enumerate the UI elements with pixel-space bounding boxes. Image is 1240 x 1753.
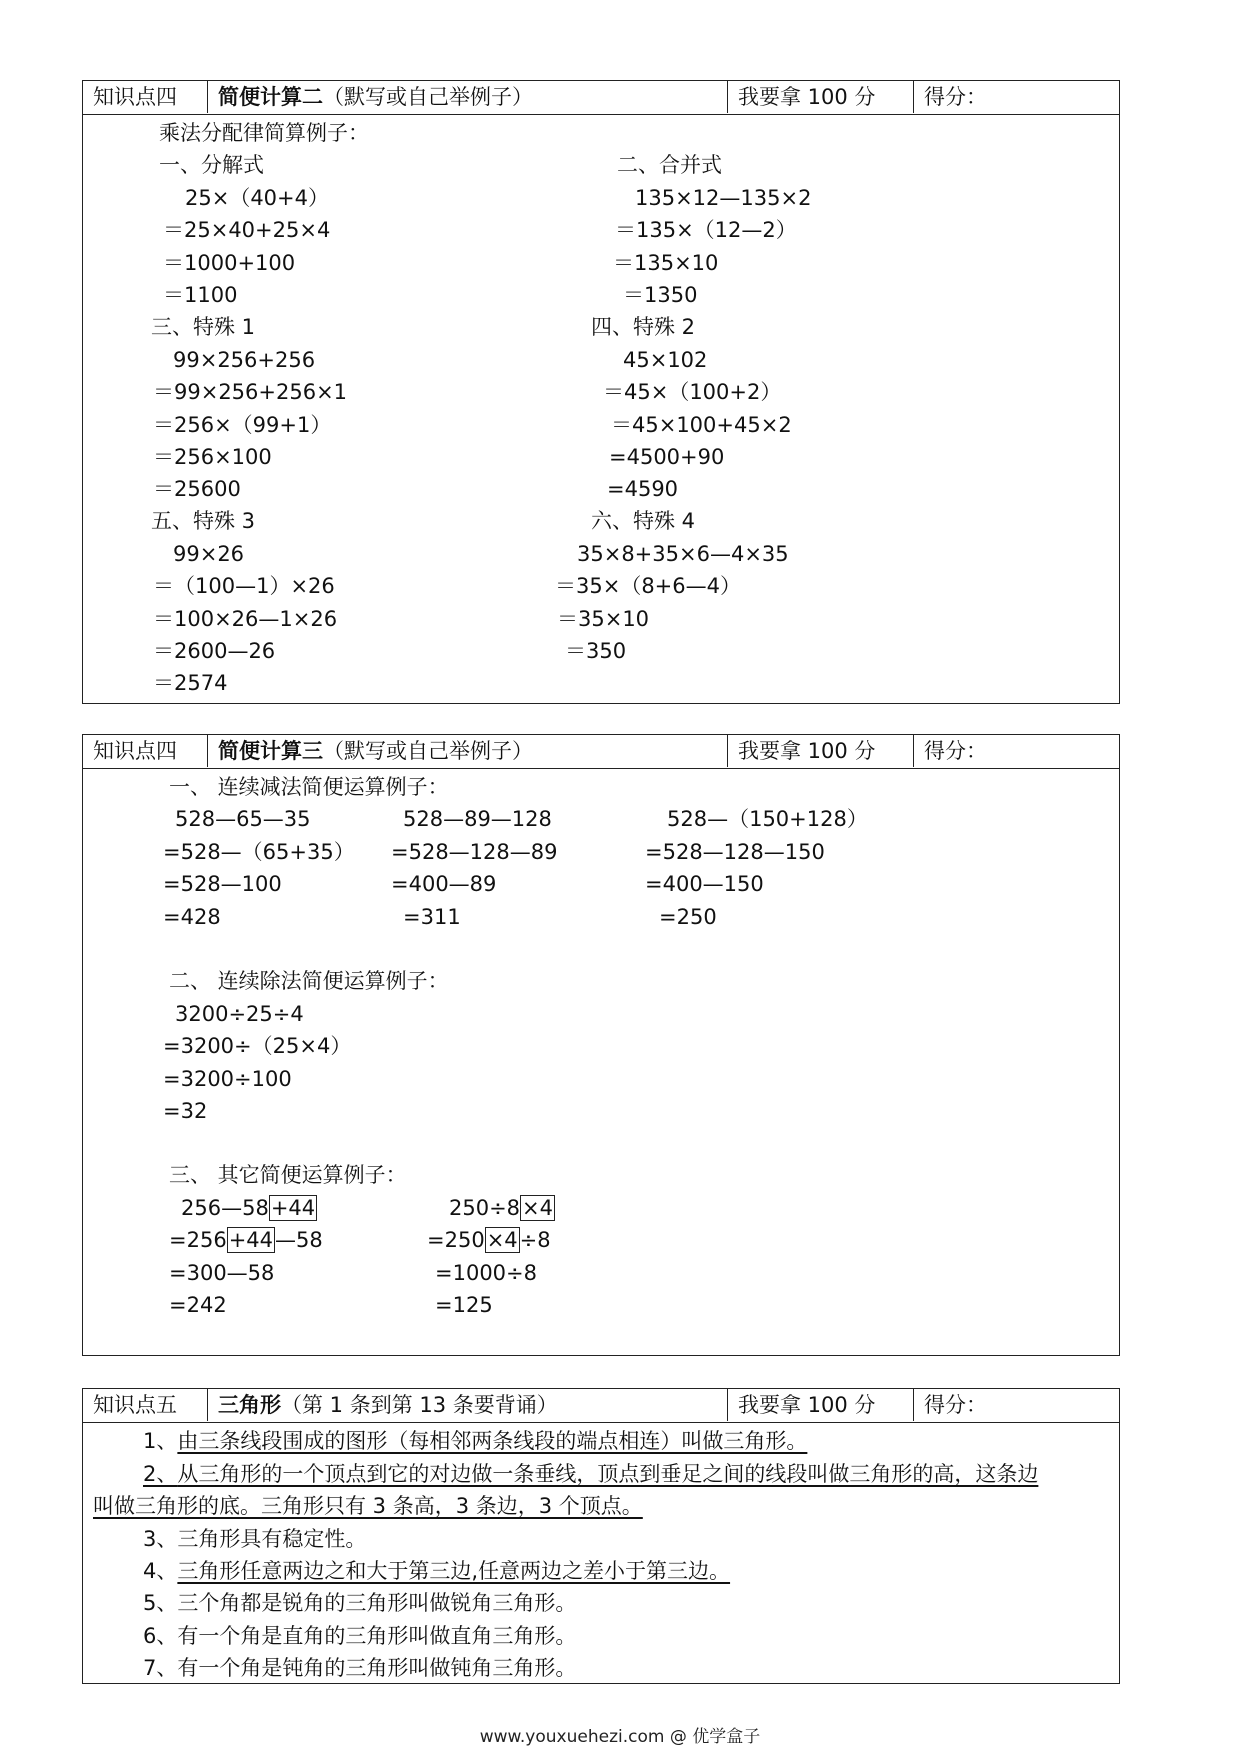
calc-line: =311 xyxy=(403,905,461,929)
calc-line: 99×256+256 xyxy=(173,348,316,372)
calc-line: =528—100 xyxy=(163,872,282,896)
calc-line: 3200÷25÷4 xyxy=(175,1002,304,1026)
example-heading: 六、特殊 4 xyxy=(591,509,696,533)
calc-line: 528—89—128 xyxy=(403,807,552,831)
section-header xyxy=(83,81,1119,115)
calc-line: 99×26 xyxy=(173,542,245,566)
calc-line: =242 xyxy=(169,1293,227,1317)
calc-line: =400—150 xyxy=(645,872,764,896)
calc-line: ＝99×256+256×1 xyxy=(153,380,348,404)
part-heading: 三、 其它简便运算例子： xyxy=(169,1163,407,1187)
calc-line: ＝135×（12—2） xyxy=(615,218,797,242)
calc-line: =1000÷8 xyxy=(435,1261,537,1285)
rule-item: 4、三角形任意两边之和大于第三边,任意两边之差小于第三边。 xyxy=(143,1559,731,1583)
calc-line: ＝350 xyxy=(565,639,627,663)
example-heading: 三、特殊 1 xyxy=(151,315,256,339)
calc-line: =3200÷100 xyxy=(163,1067,292,1091)
calc-line: ＝35×（8+6—4） xyxy=(555,574,741,598)
rule-item: 5、三个角都是锐角的三角形叫做锐角三角形。 xyxy=(143,1591,577,1615)
calc-line: ＝256×100 xyxy=(153,445,272,469)
calc-line: =528—128—150 xyxy=(645,840,825,864)
rule-item: 3、三角形具有稳定性。 xyxy=(143,1527,367,1551)
rule-item: 2、从三角形的一个顶点到它的对边做一条垂线，顶点到垂足之间的线段叫做三角形的高，这条边 xyxy=(143,1462,1039,1486)
section-header xyxy=(83,1389,1119,1423)
example-heading: 四、特殊 2 xyxy=(591,315,696,339)
section-title: 三角形（第 1 条到第 13 条要背诵） xyxy=(207,1389,727,1421)
calc-line: 528—（150+128） xyxy=(667,807,868,831)
example-heading: 二、合并式 xyxy=(617,153,722,177)
section-simplified-calc-2 xyxy=(82,80,1120,704)
section-triangle xyxy=(82,1388,1120,1684)
boxed-term: +44 xyxy=(228,1228,274,1252)
calc-line: =250 xyxy=(659,905,717,929)
footer-watermark: www.youxuehezi.com @ 优学盒子 xyxy=(479,1727,761,1747)
score-label: 得分： xyxy=(913,81,1119,113)
calc-line: 45×102 xyxy=(623,348,708,372)
rule-item: 6、有一个角是直角的三角形叫做直角三角形。 xyxy=(143,1624,577,1648)
goal-label: 我要拿 100 分 xyxy=(727,81,913,113)
boxed-term: ×4 xyxy=(522,1196,554,1220)
calc-line: ＝25600 xyxy=(153,477,241,501)
calc-line: ＝25×40+25×4 xyxy=(163,218,331,242)
section-header xyxy=(83,735,1119,769)
calc-line: ＝35×10 xyxy=(557,607,650,631)
goal-label: 我要拿 100 分 xyxy=(727,1389,913,1421)
boxed-term: +44 xyxy=(270,1196,316,1220)
example-heading: 一、分解式 xyxy=(159,153,264,177)
calc-line: =256+44—58 xyxy=(169,1228,323,1252)
score-label: 得分： xyxy=(913,735,1119,767)
knowledge-tag: 知识点四 xyxy=(93,85,177,109)
rule-item: 7、有一个角是钝角的三角形叫做钝角三角形。 xyxy=(143,1656,577,1680)
rule-item: 1、由三条线段围成的图形（每相邻两条线段的端点相连）叫做三角形。 xyxy=(143,1429,808,1453)
section-title: 简便计算二（默写或自己举例子） xyxy=(207,81,727,113)
section-simplified-calc-3 xyxy=(82,734,1120,1356)
calc-line: ＝2600—26 xyxy=(153,639,276,663)
calc-line: 35×8+35×6—4×35 xyxy=(577,542,789,566)
calc-line: ＝45×100+45×2 xyxy=(611,413,792,437)
calc-line: ＝（100—1）×26 xyxy=(153,574,335,598)
example-heading: 五、特殊 3 xyxy=(151,509,256,533)
calc-line: ＝1350 xyxy=(623,283,698,307)
calc-line: ＝1100 xyxy=(163,283,238,307)
calc-line: =528—128—89 xyxy=(391,840,558,864)
calc-line: =250×4÷8 xyxy=(427,1228,551,1252)
calc-line: ＝1000+100 xyxy=(163,251,296,275)
calc-line: =428 xyxy=(163,905,221,929)
calc-line: 25×（40+4） xyxy=(185,186,329,210)
calc-line: ＝256×（99+1） xyxy=(153,413,332,437)
part-heading: 一、 连续减法简便运算例子： xyxy=(169,775,449,799)
calc-line: ＝135×10 xyxy=(613,251,719,275)
section-title: 简便计算三（默写或自己举例子） xyxy=(207,735,727,767)
calc-line: 250÷8×4 xyxy=(449,1196,554,1220)
boxed-term: ×4 xyxy=(486,1228,518,1252)
score-label: 得分： xyxy=(913,1389,1119,1421)
calc-line: 256—58+44 xyxy=(181,1196,316,1220)
part-heading: 二、 连续除法简便运算例子： xyxy=(169,969,449,993)
goal-label: 我要拿 100 分 xyxy=(727,735,913,767)
knowledge-tag: 知识点四 xyxy=(93,739,177,763)
calc-line: =125 xyxy=(435,1293,493,1317)
calc-line: =300—58 xyxy=(169,1261,275,1285)
calc-line: =400—89 xyxy=(391,872,497,896)
calc-line: 135×12—135×2 xyxy=(635,186,812,210)
calc-line: ＝45×（100+2） xyxy=(603,380,782,404)
calc-line: =4500+90 xyxy=(609,445,725,469)
rule-item-continued: 叫做三角形的底。三角形只有 3 条高，3 条边，3 个顶点。 xyxy=(93,1494,643,1518)
knowledge-tag: 知识点五 xyxy=(93,1393,177,1417)
intro-text: 乘法分配律简算例子： xyxy=(159,121,369,145)
calc-line: =528—（65+35） xyxy=(163,840,355,864)
calc-line: ＝2574 xyxy=(153,671,228,695)
calc-line: =4590 xyxy=(607,477,679,501)
calc-line: =32 xyxy=(163,1099,208,1123)
calc-line: 528—65—35 xyxy=(175,807,311,831)
calc-line: =3200÷（25×4） xyxy=(163,1034,352,1058)
calc-line: ＝100×26—1×26 xyxy=(153,607,338,631)
